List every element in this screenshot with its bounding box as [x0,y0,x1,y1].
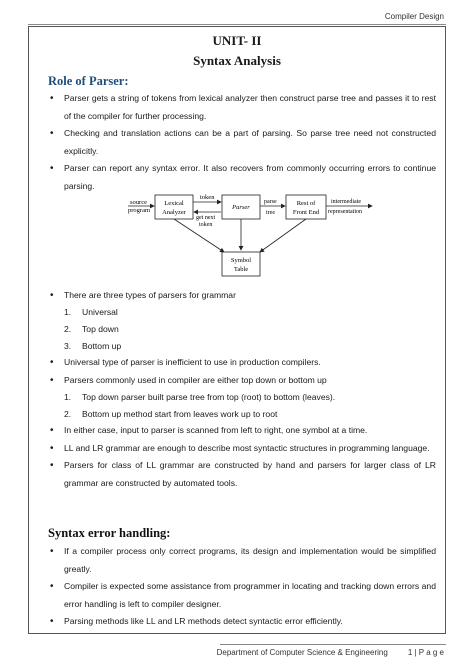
item-number: 2. [64,323,72,334]
item-number: 1. [64,392,72,402]
parse-label: parse [264,199,277,205]
item-text: Universal [82,307,118,317]
item-number: 3. [64,340,72,351]
list-item: • LL and LR grammar are enough to describe most syntactic structures in programming language. [48,440,436,458]
program-label: program [128,207,151,214]
get-next-token-label: token [199,222,213,228]
item-text: Bottom up [82,340,122,351]
token-label: token [200,194,215,201]
running-header: Compiler Design [384,12,444,21]
parser-diagram [128,192,436,280]
list-item [64,304,434,321]
get-next-label: get next [196,215,216,221]
mid-bullet-list [48,354,436,389]
list-item: • Parsers for class of LL grammar are constructed by hand and parsers for larger class of LR grammar are constructed by automated tools. [48,457,436,492]
chapter-title: Syntax Analysis [193,53,281,68]
error-heading: Syntax error handling: [48,526,171,540]
footer-page-number: 1 | P a g e [407,648,444,657]
unit-title: UNIT- II [212,33,262,48]
list-item [64,321,434,338]
analyzer-label: Analyzer [162,209,186,216]
list-item: • Checking and translation actions can be a part of parsing. So parse tree need not constructed explicitly. [48,125,436,160]
item-text: Bottom up method start from leaves work up to root [82,408,278,419]
list-item: • Parsers commonly used in compiler are either top down or bottom up [48,372,436,390]
list-item: • If a compiler process only correct programs, its design and implementation would be simplified greatly. [48,543,436,578]
item-text: Top down parser built parse tree from top (root) to bottom (leaves). [82,392,336,402]
page-footer [217,648,444,657]
item-text: Top down [82,323,119,334]
list-item: • Compiler is expected some assistance from programmer in locating and tracking down errors and error handling is left to compiler designer. [48,578,436,613]
rest-of-label: Rest of [296,200,316,207]
list-item: • Universal type of parser is inefficient to use in production compilers. [48,354,436,372]
table-label: Table [233,266,249,273]
source-label: source [130,199,147,206]
footer-department: Department of Computer Science & Engineering [216,648,388,657]
symbol-label: Symbol [230,257,252,264]
item-number: 1. [64,307,72,317]
late-bullet-list [48,422,436,492]
rest-symbol-arrow [260,219,306,252]
list-item: • Parser can report any syntax error. It also recovers from commonly occurring errors to continue parsing. [48,160,436,195]
tree-label: tree [266,210,275,216]
role-bullet-list [48,90,436,195]
list-item [64,406,434,423]
representation-label: representation [328,209,362,215]
parser-label: Parser [232,204,250,211]
error-bullet-list [48,543,436,631]
list-item: • Parser gets a string of tokens from lexical analyzer then construct parse tree and passes it to rest of the compiler for further processing. [48,90,436,125]
types-bullet-list [48,287,436,305]
list-item [64,338,434,355]
item-number: 2. [64,408,72,419]
list-item: • Parsing methods like LL and LR methods detect syntactic error efficiently. [48,613,436,631]
footer-rule [220,644,446,645]
role-heading: Role of Parser: [48,74,129,88]
intermediate-label: intermediate [331,199,361,205]
list-item: • There are three types of parsers for grammar [48,287,436,305]
header-rule [28,24,446,25]
front-end-label: Front End [292,209,320,216]
types-numbered-list [64,304,434,354]
list-item: • In either case, input to parser is scanned from left to right, one symbol at a time. [48,422,436,440]
lexical-label: Lexical [164,200,184,207]
list-item [64,389,434,406]
common-numbered-list [64,389,434,423]
